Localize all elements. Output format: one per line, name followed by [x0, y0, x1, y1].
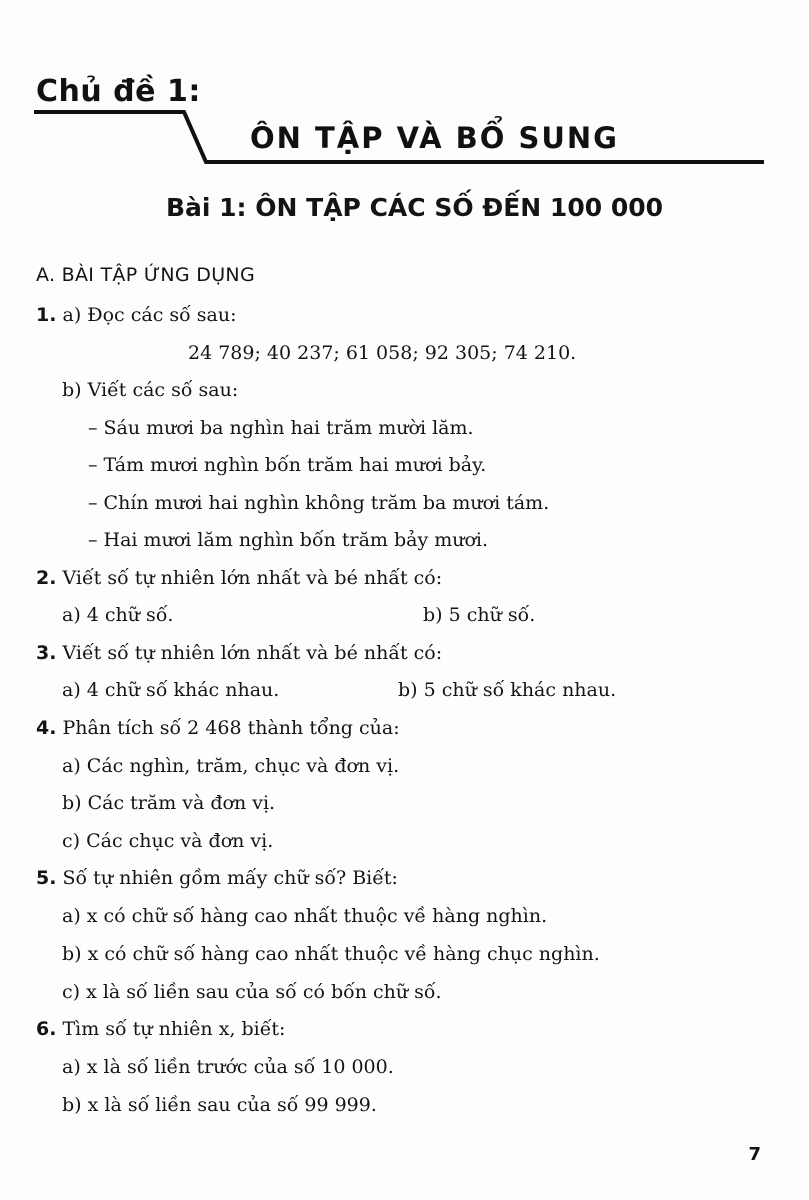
- exercise-number: 4.: [36, 717, 57, 739]
- page-number: 7: [748, 1144, 761, 1165]
- exercise-text: Số tự nhiên gồm mấy chữ số? Biết:: [62, 867, 398, 889]
- exercise-5-item: c) x là số liền sau của số có bốn chữ số.: [62, 981, 442, 1003]
- exercise-1-numbers: 24 789; 40 237; 61 058; 92 305; 74 210.: [188, 342, 577, 364]
- exercise-6-prompt: [36, 1017, 285, 1041]
- exercise-6-item: a) x là số liền trước của số 10 000.: [62, 1056, 394, 1078]
- exercise-3-prompt: [36, 641, 442, 665]
- exercise-5-item: a) x có chữ số hàng cao nhất thuộc về hàng nghìn.: [62, 905, 548, 927]
- exercise-3-option-a: a) 4 chữ số khác nhau.: [62, 679, 280, 701]
- exercise-number: 1.: [36, 304, 57, 326]
- section-heading: A. BÀI TẬP ỨNG DỤNG: [36, 264, 255, 286]
- exercise-1-item: – Chín mươi hai nghìn không trăm ba mươi tám.: [88, 492, 550, 514]
- exercise-text: Phân tích số 2 468 thành tổng của:: [62, 717, 400, 739]
- exercise-text: Tìm số tự nhiên x, biết:: [62, 1018, 286, 1040]
- exercise-text: Viết số tự nhiên lớn nhất và bé nhất có:: [62, 567, 443, 589]
- exercise-1-item: – Hai mươi lăm nghìn bốn trăm bảy mươi.: [88, 529, 489, 551]
- exercise-3-option-b: b) 5 chữ số khác nhau.: [398, 679, 617, 701]
- exercise-4-item: a) Các nghìn, trăm, chục và đơn vị.: [62, 755, 400, 777]
- exercise-2-prompt: [36, 566, 442, 590]
- exercise-1-item: – Tám mươi nghìn bốn trăm hai mươi bảy.: [88, 454, 487, 476]
- exercise-2-option-b: b) 5 chữ số.: [423, 604, 536, 626]
- exercise-1-item: – Sáu mươi ba nghìn hai trăm mười lăm.: [88, 417, 474, 439]
- exercise-4-prompt: [36, 716, 400, 740]
- exercise-4-item: c) Các chục và đơn vị.: [62, 830, 274, 852]
- exercise-6-item: b) x là số liền sau của số 99 999.: [62, 1094, 377, 1116]
- exercise-number: 6.: [36, 1018, 57, 1040]
- exercise-5-item: b) x có chữ số hàng cao nhất thuộc về hàng chục nghìn.: [62, 943, 600, 965]
- exercise-2-option-a: a) 4 chữ số.: [62, 604, 174, 626]
- exercise-4-item: b) Các trăm và đơn vị.: [62, 792, 276, 814]
- topic-label: Chủ đề 1:: [36, 74, 201, 109]
- exercise-1-line-a: [36, 303, 237, 327]
- exercise-text: Viết số tự nhiên lớn nhất và bé nhất có:: [62, 642, 443, 664]
- exercise-number: 5.: [36, 867, 57, 889]
- exercise-number: 2.: [36, 567, 57, 589]
- exercise-number: 3.: [36, 642, 57, 664]
- lesson-title: Bài 1: ÔN TẬP CÁC SỐ ĐẾN 100 000: [165, 193, 664, 222]
- exercise-text: a) Đọc các số sau:: [62, 304, 237, 326]
- exercise-1-line-b: b) Viết các số sau:: [62, 379, 239, 401]
- topic-title: ÔN TẬP VÀ BỔ SUNG: [250, 121, 619, 155]
- exercise-5-prompt: [36, 866, 398, 890]
